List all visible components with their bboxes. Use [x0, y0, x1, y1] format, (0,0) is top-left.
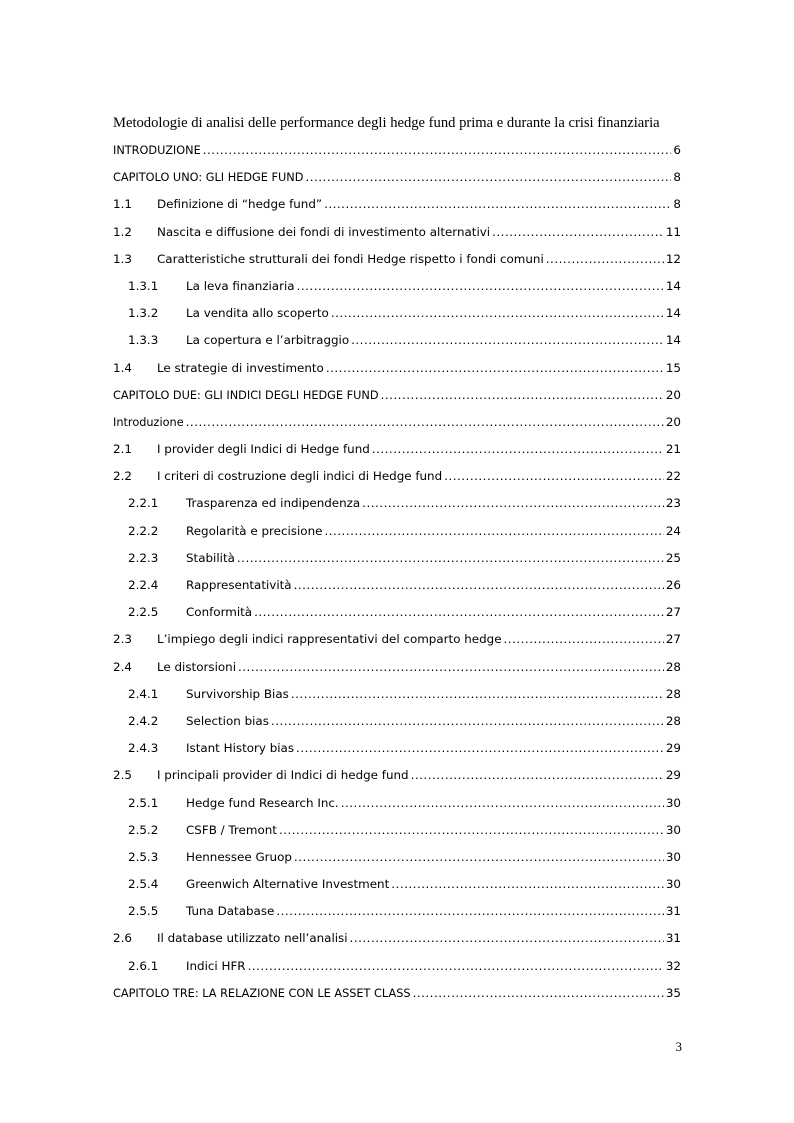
toc-dot-leader	[237, 545, 664, 572]
toc-dot-leader	[350, 925, 664, 952]
toc-entry-number: 1.3	[113, 251, 132, 266]
toc-dot-leader	[203, 137, 672, 164]
toc-dot-leader	[341, 790, 664, 817]
toc-dot-leader	[305, 164, 671, 191]
toc-entry-title: Le distorsioni	[157, 659, 236, 674]
toc-entry[interactable]	[113, 518, 681, 545]
toc-entry[interactable]	[113, 219, 681, 246]
toc-entry-number: 2.4.1	[128, 686, 159, 701]
toc-entry-page: 28	[665, 659, 681, 674]
toc-entry-title: INTRODUZIONE	[113, 144, 201, 157]
toc-entry-number: 2.2.4	[128, 578, 159, 592]
toc-entry[interactable]	[113, 137, 681, 164]
toc-entry-number: 2.5.2	[128, 822, 159, 837]
toc-entry-number: 2.5	[113, 768, 132, 783]
toc-entry-number: 2.2	[113, 469, 132, 484]
toc-entry-title: Selection bias	[186, 713, 269, 728]
toc-dot-leader	[546, 246, 664, 273]
toc-entry-number: 2.6.1	[128, 958, 159, 973]
toc-entry-title: Istant History bias	[186, 741, 295, 756]
toc-entry-title: Stabilità	[186, 550, 235, 565]
toc-dot-leader	[294, 844, 664, 871]
toc-entry[interactable]	[113, 327, 681, 354]
toc-entry-number: 2.4.3	[128, 741, 159, 756]
toc-entry-number: 2.2.3	[128, 550, 159, 565]
toc-entry[interactable]	[113, 300, 681, 327]
toc-entry-number: 1.3.1	[128, 278, 159, 293]
toc-entry-page: 30	[665, 795, 681, 810]
table-of-contents	[113, 137, 681, 1007]
toc-entry-number: 2.1	[113, 442, 132, 457]
toc-entry[interactable]	[113, 654, 681, 681]
toc-entry-page: 28	[665, 713, 681, 728]
toc-entry-title: La leva finanziaria	[186, 278, 295, 293]
toc-entry[interactable]	[113, 572, 681, 599]
toc-entry[interactable]	[113, 708, 681, 735]
toc-dot-leader	[372, 436, 664, 463]
toc-entry-title: Survivorship Bias	[186, 686, 289, 701]
toc-entry-page: 26	[665, 578, 681, 592]
toc-dot-leader	[276, 898, 664, 925]
toc-entry-page: 30	[665, 849, 681, 864]
toc-entry[interactable]	[113, 980, 681, 1007]
toc-entry-number: 2.3	[113, 632, 132, 647]
toc-entry-number: 2.2.5	[128, 605, 159, 620]
toc-dot-leader	[362, 490, 664, 517]
toc-entry[interactable]	[113, 898, 681, 925]
toc-dot-leader	[324, 518, 663, 545]
toc-entry-title: Le strategie di investimento	[157, 360, 324, 375]
toc-entry-page: 21	[665, 442, 681, 457]
toc-entry-number: 1.3.3	[128, 333, 159, 348]
toc-entry-title: Hedge fund Research Inc.	[186, 795, 339, 810]
toc-entry-number: 1.4	[113, 360, 132, 375]
toc-entry-title: Conformità	[186, 605, 253, 620]
toc-dot-leader	[324, 191, 671, 218]
toc-entry-page: 28	[665, 686, 681, 701]
toc-dot-leader	[444, 463, 664, 490]
toc-entry[interactable]	[113, 246, 681, 273]
toc-entry-title: Nascita e diffusione dei fondi di investimento alternativi	[157, 224, 491, 239]
toc-entry-title: CAPITOLO DUE: GLI INDICI DEGLI HEDGE FUND	[113, 388, 379, 402]
toc-entry-number: 2.4	[113, 659, 132, 674]
toc-entry-page: 31	[665, 931, 681, 946]
toc-dot-leader	[351, 327, 664, 354]
toc-entry[interactable]	[113, 191, 681, 218]
toc-entry[interactable]	[113, 735, 681, 762]
toc-dot-leader	[413, 980, 664, 1007]
toc-entry-title: Trasparenza ed indipendenza	[186, 496, 361, 511]
page-number: 3	[675, 1039, 682, 1054]
toc-entry-number: 2.2.1	[128, 496, 159, 511]
toc-entry-page: 14	[665, 306, 681, 321]
toc-entry-page: 29	[665, 768, 681, 783]
toc-entry[interactable]	[113, 681, 681, 708]
toc-entry[interactable]	[113, 490, 681, 517]
toc-dot-leader	[297, 273, 664, 300]
toc-entry-page: 30	[665, 877, 681, 892]
toc-entry[interactable]	[113, 382, 681, 409]
toc-entry[interactable]	[113, 273, 681, 300]
toc-dot-leader	[271, 708, 664, 735]
toc-entry-page: 25	[665, 550, 681, 565]
toc-entry-page: 20	[665, 387, 681, 402]
toc-entry-page: 8	[673, 170, 681, 185]
toc-entry-number: 2.6	[113, 931, 132, 946]
toc-entry-number: 1.2	[113, 224, 132, 239]
toc-entry-page: 14	[665, 278, 681, 293]
toc-entry-title: Tuna Database	[186, 904, 275, 919]
toc-entry-number: 1.3.2	[128, 306, 159, 321]
toc-entry-title: Rappresentatività	[186, 578, 292, 592]
toc-dot-leader	[294, 572, 664, 599]
toc-dot-leader	[411, 762, 664, 789]
toc-entry-page: 27	[665, 605, 681, 620]
toc-entry-page: 30	[665, 822, 681, 837]
toc-entry-title: Regolarità e precisione	[186, 523, 323, 538]
toc-entry[interactable]	[113, 762, 681, 789]
toc-dot-leader	[254, 599, 664, 626]
toc-entry-title: Definizione di “hedge fund”	[157, 197, 323, 212]
toc-entry[interactable]	[113, 355, 681, 382]
toc-entry[interactable]	[113, 463, 681, 490]
toc-entry-number: 2.5.1	[128, 795, 159, 810]
toc-entry-title: CAPITOLO TRE: LA RELAZIONE CON LE ASSET CLASS	[113, 986, 411, 1000]
toc-entry-page: 27	[665, 632, 681, 647]
toc-entry-title: I criteri di costruzione degli indici di Hedge fund	[157, 469, 443, 484]
toc-entry-title: Caratteristiche strutturali dei fondi Hedge rispetto i fondi comuni	[157, 251, 544, 266]
toc-entry-page: 24	[665, 523, 681, 538]
toc-entry-page: 22	[665, 469, 681, 484]
toc-entry-title: Hennessee Gruop	[186, 849, 292, 864]
toc-entry[interactable]	[113, 599, 681, 626]
toc-entry-number: 2.5.5	[128, 904, 159, 919]
toc-entry-title: Il database utilizzato nell’analisi	[157, 931, 348, 946]
toc-entry-page: 8	[673, 197, 681, 212]
toc-entry-title: Introduzione	[113, 415, 184, 429]
toc-entry-page: 20	[665, 414, 681, 429]
toc-entry-title: Greenwich Alternative Investment	[186, 877, 390, 892]
toc-dot-leader	[291, 681, 664, 708]
toc-entry-page: 31	[665, 904, 681, 919]
toc-entry[interactable]	[113, 626, 681, 653]
toc-entry-page: 12	[665, 251, 681, 266]
toc-entry-number: 1.1	[113, 197, 132, 212]
toc-entry[interactable]	[113, 817, 681, 844]
toc-dot-leader	[381, 382, 664, 409]
toc-entry-title: Indici HFR	[186, 958, 246, 973]
document-title: Metodologie di analisi delle performance degli hedge fund prima e durante la crisi finanziaria	[113, 115, 660, 131]
toc-entry-page: 23	[665, 496, 681, 511]
toc-dot-leader	[504, 626, 664, 653]
toc-entry-number: 2.2.2	[128, 523, 159, 538]
toc-entry[interactable]	[113, 790, 681, 817]
toc-dot-leader	[296, 735, 664, 762]
toc-entry-page: 11	[665, 224, 681, 239]
toc-entry[interactable]	[113, 871, 681, 898]
toc-entry-number: 2.5.3	[128, 849, 159, 864]
toc-entry-title: I provider degli Indici di Hedge fund	[157, 442, 370, 457]
toc-entry-page: 32	[665, 958, 681, 973]
toc-entry-number: 2.5.4	[128, 877, 159, 892]
toc-entry[interactable]	[113, 953, 681, 980]
toc-entry-page: 15	[665, 360, 681, 375]
toc-entry-number: 2.4.2	[128, 713, 159, 728]
toc-entry[interactable]	[113, 545, 681, 572]
toc-entry-title: La copertura e l’arbitraggio	[186, 333, 350, 348]
toc-dot-leader	[492, 219, 664, 246]
toc-entry-title: L’impiego degli indici rappresentativi del comparto hedge	[157, 632, 502, 647]
toc-entry[interactable]	[113, 844, 681, 871]
toc-dot-leader	[391, 871, 664, 898]
toc-entry-page: 29	[665, 741, 681, 756]
toc-entry[interactable]	[113, 164, 681, 191]
toc-entry-page: 14	[665, 333, 681, 348]
toc-entry[interactable]	[113, 409, 681, 436]
toc-dot-leader	[186, 409, 664, 436]
toc-dot-leader	[248, 953, 664, 980]
toc-dot-leader	[238, 654, 664, 681]
toc-dot-leader	[331, 300, 664, 327]
toc-dot-leader	[326, 355, 664, 382]
toc-entry-page: 35	[665, 985, 681, 1000]
toc-entry[interactable]	[113, 436, 681, 463]
toc-entry[interactable]	[113, 925, 681, 952]
toc-entry-title: La vendita allo scoperto	[186, 306, 329, 321]
toc-entry-title: CSFB / Tremont	[186, 822, 277, 837]
toc-dot-leader	[279, 817, 664, 844]
toc-entry-title: I principali provider di Indici di hedge fund	[157, 768, 409, 783]
toc-entry-title: CAPITOLO UNO: GLI HEDGE FUND	[113, 171, 304, 185]
toc-entry-page: 6	[673, 143, 681, 157]
